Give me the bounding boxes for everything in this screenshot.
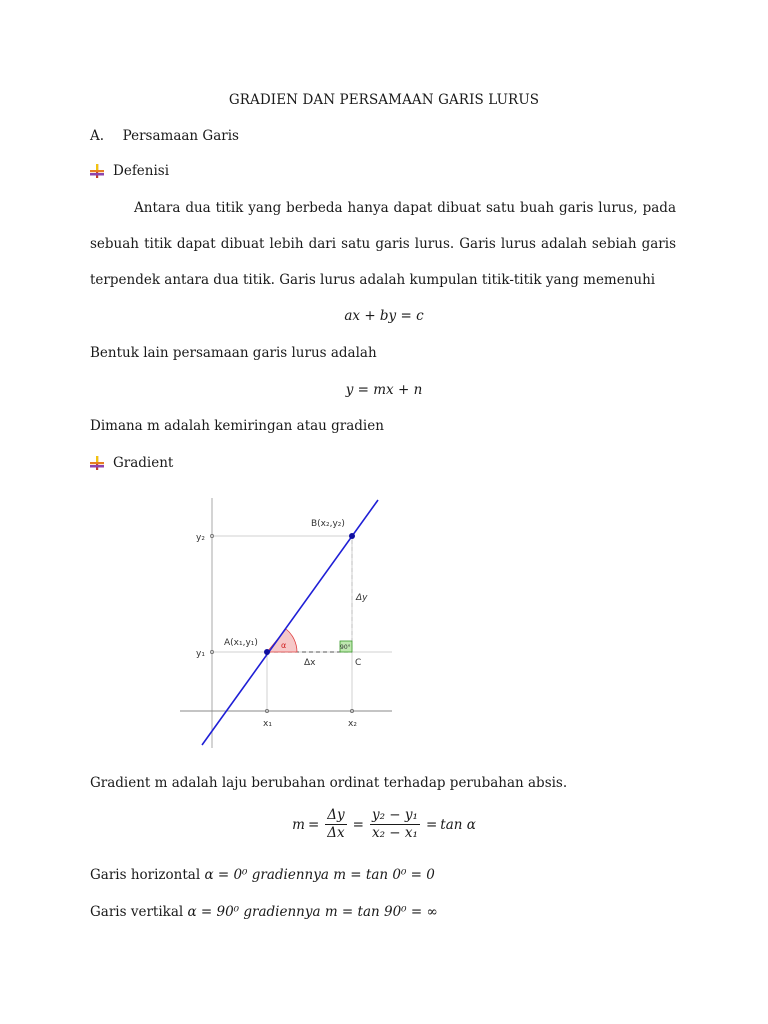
label-delta-x: Δx [304, 658, 316, 668]
equation-ax-by-c: ax + by = c [344, 308, 424, 324]
equation-y-mx-n: y = mx + n [345, 382, 423, 398]
para-line-1 [90, 200, 676, 216]
label-y2: y₂ [196, 533, 205, 543]
point-b [349, 533, 355, 539]
alpha-label: α [281, 641, 287, 650]
vertical-math: α = 90⁰ gradiennya m = tan 90⁰ = ∞ [187, 904, 438, 920]
section-letter: A. [90, 128, 105, 144]
defenisi-label: Defenisi [113, 163, 170, 179]
formula-eq-1: = [307, 816, 320, 833]
right-angle-label: 90° [340, 644, 351, 651]
section-label: Persamaan Garis [122, 128, 239, 144]
label-x2: x₂ [348, 719, 357, 729]
label-c: C [355, 658, 362, 668]
dimana-text: Dimana m adalah kemiringan atau gradien [90, 418, 384, 434]
para-line-2: sebuah titik dapat dibuat lebih dari satu garis lurus. Garis lurus adalah sebiah garis [90, 236, 676, 252]
label-x1: x₁ [263, 719, 272, 729]
para-line-3: terpendek antara dua titik. Garis lurus adalah kumpulan titik-titik yang memenuhi [90, 272, 656, 288]
formula-tan: tan α [440, 816, 476, 833]
colored-cross-bullet-icon [90, 164, 104, 178]
fraction-coords-num: y₂ − y₁ [371, 807, 418, 823]
horizontal-math: α = 0⁰ gradiennya m = tan 0⁰ = 0 [204, 867, 435, 883]
gradient-heading [90, 455, 173, 471]
page-title: GRADIEN DAN PERSAMAAN GARIS LURUS [228, 92, 540, 108]
para-line-1-text: Antara dua titik yang berbeda hanya dapat dibuat satu buah garis lurus, pada [134, 200, 676, 216]
formula-m: m [292, 816, 305, 833]
formula-eq-3: = [425, 816, 438, 833]
vertical-line [90, 904, 438, 920]
formula-eq-2: = [352, 816, 364, 833]
defenisi-heading [90, 163, 169, 179]
gradient-figure [170, 490, 400, 752]
horizontal-label: Garis horizontal [90, 867, 201, 883]
label-b: B(x₂,y₂) [311, 519, 345, 529]
gradient-label: Gradient [113, 455, 174, 471]
gradient-formula [0, 808, 768, 841]
label-a: A(x₁,y₁) [224, 638, 258, 648]
fraction-delta-num: Δy [327, 807, 345, 823]
gradient-description: Gradient m adalah laju berubahan ordinat terhadap perubahan absis. [90, 775, 568, 791]
bentuk-text: Bentuk lain persamaan garis lurus adalah [90, 345, 377, 361]
fraction-coords-den: x₂ − x₁ [371, 825, 418, 841]
label-delta-y: Δy [356, 593, 368, 603]
fraction-delta [325, 808, 346, 841]
label-y1: y₁ [196, 649, 205, 659]
fraction-delta-den: Δx [327, 825, 345, 841]
vertical-label: Garis vertikal [90, 904, 184, 920]
horizontal-line [90, 867, 435, 883]
section-a-heading [90, 128, 239, 144]
fraction-coords [370, 808, 420, 841]
point-a [264, 649, 270, 655]
colored-cross-bullet-icon [90, 456, 104, 470]
